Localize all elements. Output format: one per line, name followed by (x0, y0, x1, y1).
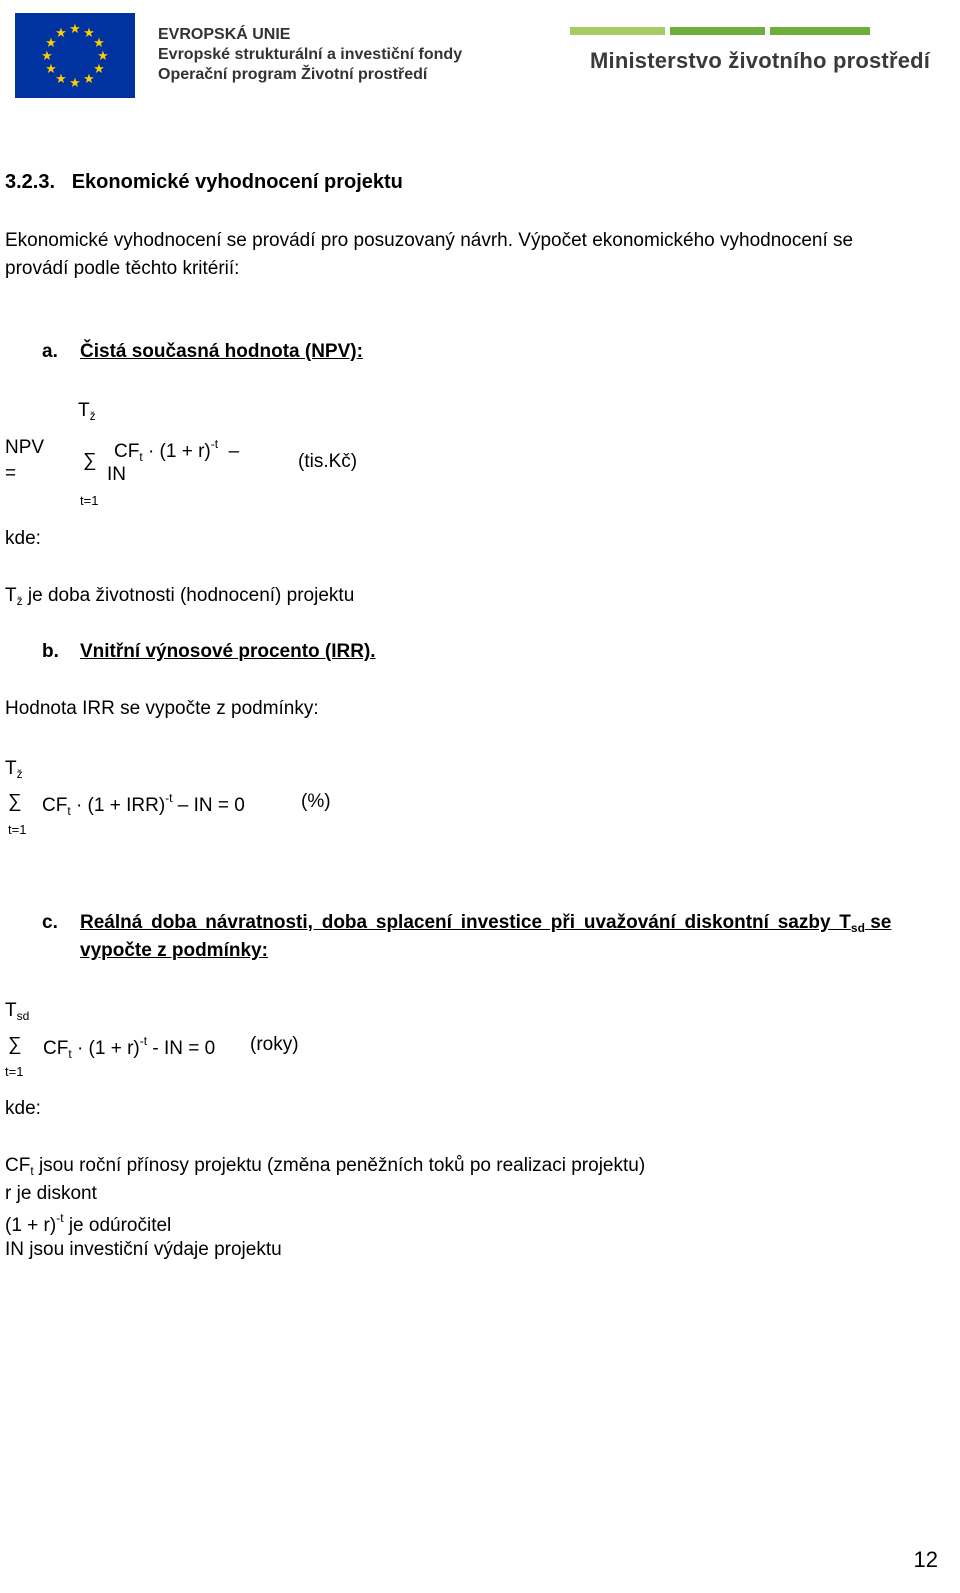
section-heading (5, 171, 403, 194)
irr-formula (42, 791, 245, 818)
ministry-title: Ministerstvo životního prostředí (590, 48, 931, 73)
npv-equals: = (5, 463, 17, 484)
tsd-lower-limit: t=1 (5, 1064, 24, 1079)
definition-r: r je diskont (5, 1183, 97, 1204)
irr-upper-limit (5, 758, 23, 781)
npv-in: IN (107, 464, 126, 485)
page-number: 12 (913, 1547, 938, 1572)
npv-term (114, 437, 239, 464)
irr-upper-sub: ž (16, 767, 23, 781)
eu-line-1: EVROPSKÁ UNIE (158, 26, 291, 43)
svg-text:★: ★ (69, 22, 81, 37)
def-t-sub: ž (16, 594, 23, 608)
item-b-marker: b. (42, 641, 59, 662)
svg-text:★: ★ (41, 49, 53, 64)
svg-text:★: ★ (83, 26, 95, 41)
npv-cf-sub: t (139, 450, 143, 464)
eu-line-3: Operační program Životní prostředí (158, 66, 428, 83)
def-t-text: je doba životnosti (hodnocení) projektu (22, 585, 355, 606)
tsd-upper-sub: sd (16, 1009, 30, 1023)
irr-upper-t: T (5, 758, 17, 779)
npv-sum-symbol: ∑ (83, 450, 97, 471)
tsd-term: · (1 + r) (71, 1038, 140, 1059)
tsd-term-sup: -t (139, 1034, 148, 1048)
npv-term-text: · (1 + r) (147, 441, 211, 462)
def-cf-sub: t (30, 1164, 34, 1178)
definition-discount (5, 1211, 171, 1237)
npv-dash: – (228, 441, 240, 462)
eu-line-2: Evropské strukturální a investiční fondy (158, 46, 463, 63)
section-number: 3.2.3. (5, 171, 56, 193)
def-cf: CF (5, 1155, 31, 1176)
irr-lower-limit: t=1 (8, 822, 27, 837)
svg-text:★: ★ (69, 76, 81, 91)
item-c-title-line-1-text (80, 912, 891, 935)
ministry-bar-1 (570, 27, 665, 35)
tsd-formula (43, 1034, 215, 1061)
svg-text:★: ★ (55, 72, 67, 87)
item-c-title-b: se (864, 912, 892, 933)
svg-text:★: ★ (93, 36, 105, 51)
item-a-marker: a. (42, 341, 58, 362)
def-disc-a: (1 + r) (5, 1215, 57, 1236)
intro-line-2: provádí podle těchto kritérií: (5, 258, 240, 279)
eu-stars-icon (15, 13, 135, 98)
irr-sum-symbol: ∑ (8, 791, 22, 812)
svg-text:★: ★ (97, 49, 109, 64)
tsd-unit: (roky) (250, 1034, 299, 1055)
item-c-marker: c. (42, 912, 58, 933)
eu-text-block (158, 25, 462, 85)
npv-lower-limit: t=1 (80, 493, 99, 508)
npv-upper-t: T (78, 400, 90, 421)
npv-unit: (tis.Kč) (298, 451, 358, 472)
item-c-title-a: Reálná doba návratnosti, doba splacení investice při uvažování diskontní sazby T (80, 912, 851, 933)
eu-flag-logo (15, 13, 135, 98)
def-disc-b: je odúročitel (63, 1215, 172, 1236)
item-a-kde: kde: (5, 528, 41, 549)
item-c-title-line-2: vypočte z podmínky: (80, 940, 268, 961)
irr-term-sup: -t (165, 791, 173, 805)
tsd-upper-t: T (5, 1000, 17, 1021)
svg-text:★: ★ (45, 62, 57, 77)
item-c-title-sub: sd (850, 921, 865, 935)
svg-text:★: ★ (55, 26, 67, 41)
irr-unit: (%) (301, 791, 331, 812)
npv-upper-sub: ž (89, 409, 96, 423)
irr-rest: – IN = 0 (172, 795, 245, 816)
npv-term-sup: -t (210, 437, 219, 451)
intro-line-1: Ekonomické vyhodnocení se provádí pro posuzovaný návrh. Výpočet ekonomického vyhodnocení se (5, 230, 854, 251)
item-a-title: Čistá současná hodnota (NPV): (80, 341, 363, 362)
irr-term: · (1 + IRR) (70, 795, 166, 816)
npv-cf: CF (114, 441, 140, 462)
section-title: Ekonomické vyhodnocení projektu (71, 171, 403, 193)
tsd-upper-limit (5, 1000, 29, 1023)
definitions-kde: kde: (5, 1098, 41, 1119)
irr-cf: CF (42, 795, 68, 816)
item-a-definition (5, 585, 354, 608)
tsd-rest: - IN = 0 (147, 1038, 216, 1059)
tsd-cf-sub: t (68, 1047, 72, 1061)
item-b-intro: Hodnota IRR se vypočte z podmínky: (5, 698, 319, 719)
item-b-title: Vnitřní výnosové procento (IRR). (80, 641, 376, 662)
ministry-bar-3 (770, 27, 870, 35)
svg-text:★: ★ (93, 62, 105, 77)
npv-upper-limit (78, 400, 96, 423)
def-disc-sup: -t (56, 1211, 64, 1225)
svg-text:★: ★ (45, 36, 57, 51)
definition-in: IN jsou investiční výdaje projektu (5, 1239, 282, 1260)
def-cf-text: jsou roční přínosy projektu (změna peněžních toků po realizaci projektu) (33, 1155, 646, 1176)
definition-cf (5, 1155, 645, 1178)
ministry-bar-2 (670, 27, 765, 35)
irr-cf-sub: t (67, 804, 71, 818)
npv-lhs: NPV (5, 437, 45, 458)
tsd-cf: CF (43, 1038, 69, 1059)
def-t: T (5, 585, 17, 606)
svg-text:★: ★ (83, 72, 95, 87)
tsd-sum-symbol: ∑ (8, 1034, 22, 1055)
